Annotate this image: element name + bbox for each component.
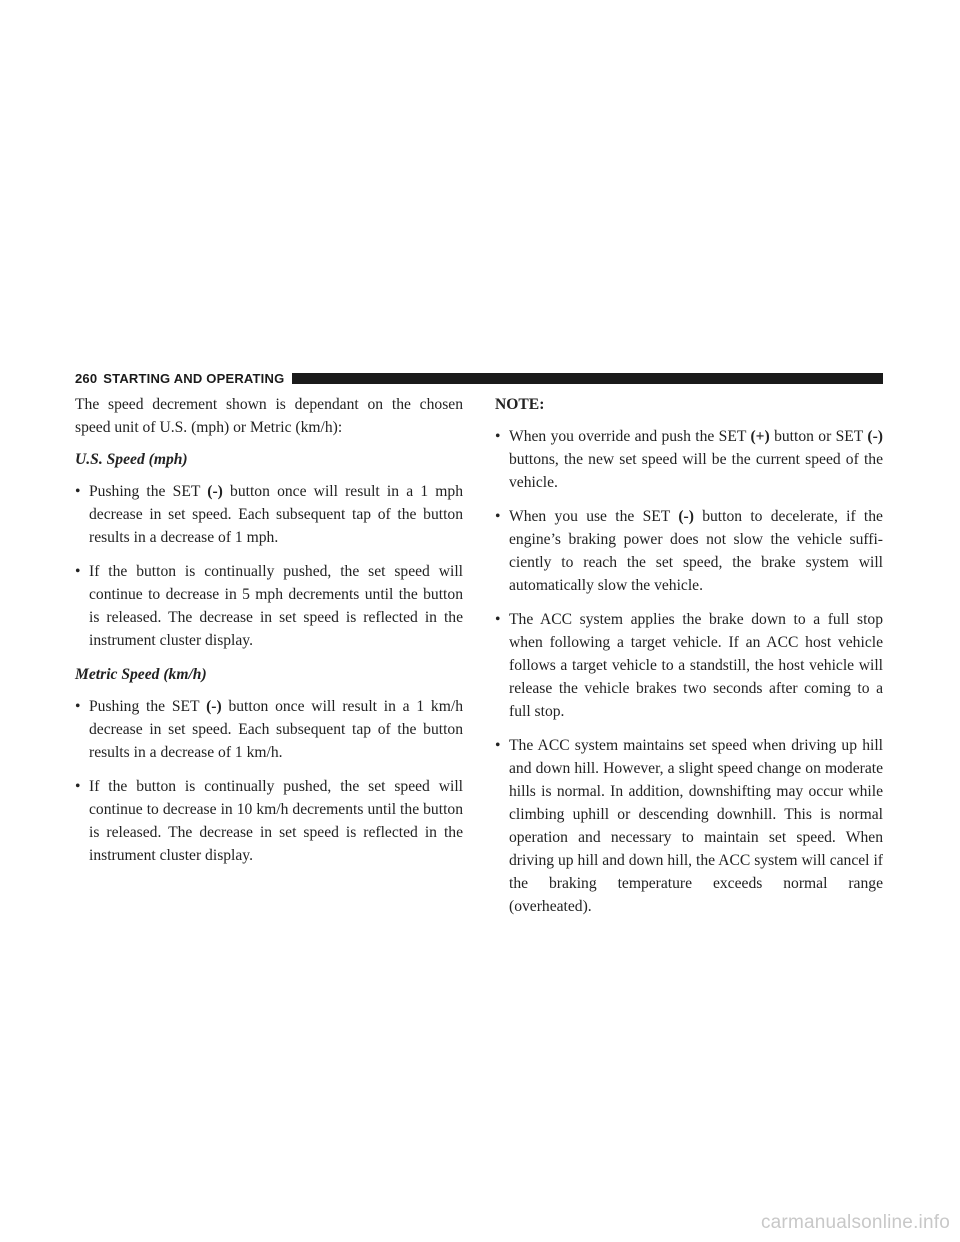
list-item: • Pushing the SET (-) button once will result in a 1 mph decrease in set speed. Each subsequent tap of the button results in a decrease of 1 mph. — [75, 480, 463, 549]
right-column — [495, 393, 883, 929]
section-title: STARTING AND OPERATING — [103, 370, 285, 386]
left-column — [75, 393, 463, 878]
note-label: NOTE: — [495, 396, 545, 413]
list-item: • The ACC system applies the brake down to a full stop when following a target vehicle. If an ACC host vehicle follows a target vehicle to a standstill, the host vehicle will release the vehicle brakes two seconds after coming to a full stop. — [495, 608, 883, 723]
list-item: • If the button is continually pushed, the set speed will continue to decrease in 5 mph decrements until the button is released. The decrease in set speed is reflected in the instrument cluster display. — [75, 560, 463, 652]
list-item: • When you use the SET (-) button to decelerate, if the engine’s braking power does not slow the vehicle suffi-ciently to reach the set speed, the brake system will automatically slow the vehicle. — [495, 505, 883, 597]
note-list — [495, 425, 883, 918]
intro-paragraph: The speed decrement shown is dependant on the chosen speed unit of U.S. (mph) or Metric (km/h): — [75, 396, 463, 436]
list-item: • When you override and push the SET (+) button or SET (-) buttons, the new set speed will be the current speed of the vehicle. — [495, 425, 883, 494]
us-speed-heading: U.S. Speed (mph) — [75, 451, 188, 468]
header-rule — [292, 373, 883, 384]
us-speed-list — [75, 480, 463, 652]
watermark: carmanualsonline.info — [760, 1212, 950, 1233]
page-header — [75, 368, 883, 388]
metric-speed-list — [75, 695, 463, 867]
list-item: • The ACC system maintains set speed when driving up hill and down hill. However, a slight speed change on moderate hills is normal. In addition, downshifting may occur while climbing uphill or descending downhill. This is normal operation and necessary to maintain set speed. When driving up hill and down hill, the ACC system will cancel if the braking temperature exceeds normal range (overheated). — [495, 734, 883, 918]
list-item: • If the button is continually pushed, the set speed will continue to decrease in 10 km/h decrements until the button is released. The decrease in set speed is reflected in the instrument cluster display. — [75, 775, 463, 867]
page-number: 260 — [75, 370, 98, 386]
metric-speed-heading: Metric Speed (km/h) — [75, 666, 207, 683]
list-item: • Pushing the SET (-) button once will result in a 1 km/h decrease in set speed. Each subsequent tap of the button results in a decrease of 1 km/h. — [75, 695, 463, 764]
